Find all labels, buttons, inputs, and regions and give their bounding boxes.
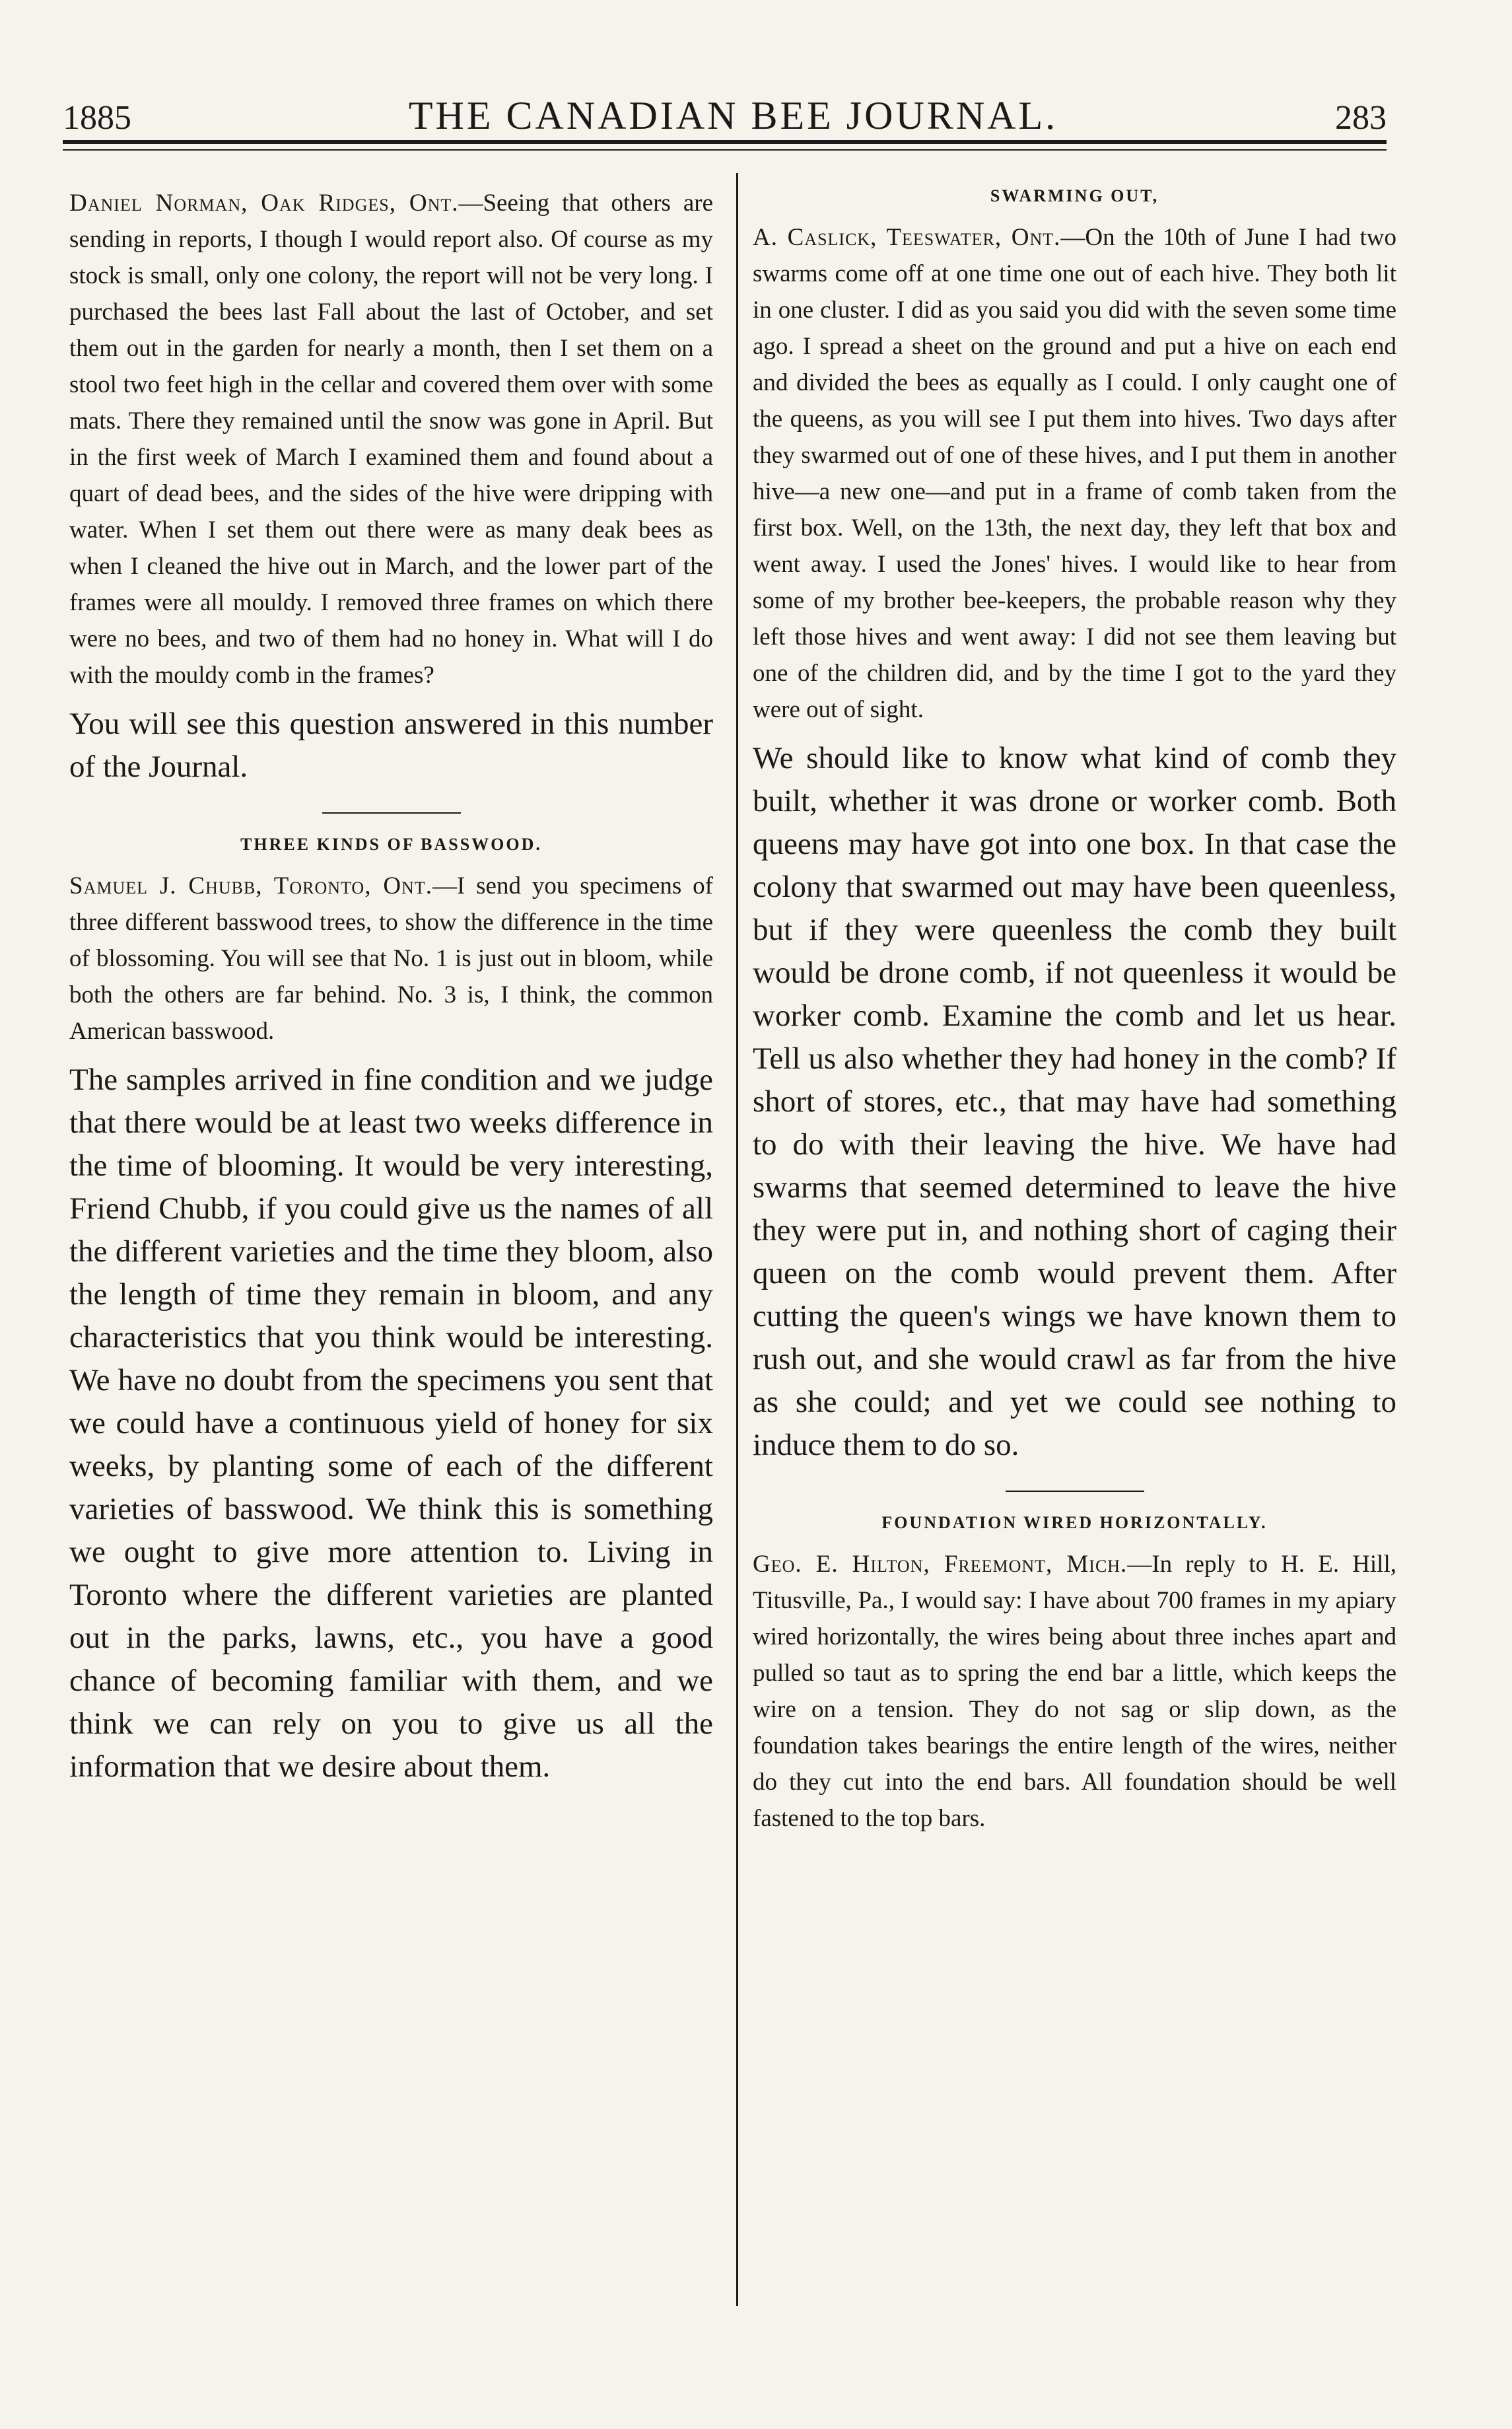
header-rule-thin	[63, 149, 1387, 151]
letter-paragraph	[753, 219, 1396, 728]
swarming-letter	[753, 185, 1396, 1467]
column-divider	[736, 173, 738, 2306]
section-divider	[322, 812, 461, 814]
editor-reply: You will see this question answered in this number of the Journal.	[69, 707, 713, 784]
masthead	[63, 86, 1387, 135]
page-number: 283	[1335, 99, 1387, 137]
section-divider	[1006, 1491, 1144, 1492]
foundation-letter	[753, 1512, 1396, 1837]
editor-reply: The samples arrived in fine condition and we judge that there would be at least two weeks difference in the time of blooming. It would be very interesting, Friend Chubb, if you could give us the names of all the different varieties and the time they bloom, also the length of time they remain in bloom, and any characteristics that you think would be interesting. We have no doubt from the specimens you sent that we could have a continuous yield of honey for six weeks, by planting some of each of the different varieties of basswood. We think this is something we ought to give more attention to. Living in Toronto where the different varieties are planted out in the parks, lawns, etc., you have a good chance of becoming familiar with them, and we think we can rely on you to give us all the information that we desire about them.	[69, 1063, 713, 1784]
letter-text: —On the 10th of June I had two swarms come off at one time one out of each hive. They both lit in one cluster. I did as you said you did with the seven some time ago. I spread a sheet on the ground and put a hive on each end and divided the bees as equally as I could. I only caught one of the queens, as you will see I put them into hives. Two days after they swarmed out of one of these hives, and I put them in another hive—a new one—and put in a frame of comb taken from the first box. Well, on the 13th, the next day, they left that box and went away. I used the Jones' hives. I would like to hear from some of my brother bee-keepers, the probable reason why they left those hives and went away: I did not see them leaving but one of the children did, and by the time I got to the yard they were out of sight.	[753, 224, 1396, 723]
editor-reply: We should like to know what kind of comb they built, whether it was drone or worker comb. Both queens may have got into one box. In that case the colony that swarmed out may have been queenless, but if they were queenless the comb they built would be drone comb, if not queenless it would be worker comb. Examine the comb and let us hear. Tell us also whether they had honey in the comb? If short of stores, etc., that may have had something to do with their leaving the hive. We have had swarms that seemed determined to leave the hive they were put in, and nothing short of caging their queen on the comb would prevent them. After cutting the queen's wings we have known them to rush out, and she would crawl as far from the hive as she could; and yet we could see nothing to induce them to do so.	[753, 741, 1396, 1462]
letter-paragraph	[69, 185, 713, 693]
letter-text: —Seeing that others are sending in reports, I though I would report also. Of course as my stock is small, only one colony, the report will not be very long. I purchased the bees last Fall about the last of October, and set them out in the garden for nearly a month, then I set them on a stool two feet high in the cellar and covered them over with some mats. There they remained until the snow was gone in April. But in the first week of March I examined them and found about a quart of dead bees, and the sides of the hive were dripping with water. When I set them out there were as many deak bees as when I cleaned the hive out in March, and the lower part of the frames were all mouldy. I removed three frames on which there were no bees, and two of them had no honey in. What will I do with the mouldy comb in the frames?	[69, 190, 713, 689]
correspondent-byline: Geo. E. Hilton, Freemont, Mich.	[753, 1551, 1128, 1578]
left-column	[69, 185, 713, 1802]
correspondent-byline: Daniel Norman, Oak Ridges, Ont.	[69, 190, 459, 217]
correspondent-byline: A. Caslick, Teeswater, Ont.	[753, 224, 1061, 251]
issue-year: 1885	[63, 99, 131, 137]
section-heading: THREE KINDS OF BASSWOOD.	[240, 835, 542, 854]
norman-letter	[69, 185, 713, 789]
letter-text: —I send you specimens of three different basswood trees, to show the difference in the time of blossoming. You will see that No. 1 is just out in bloom, while both the others are far behind. No. 3 is, I think, the common American basswood.	[69, 872, 713, 1045]
journal-title: THE CANADIAN BEE JOURNAL.	[408, 94, 1058, 137]
correspondent-byline: Samuel J. Chubb, Toronto, Ont.	[69, 872, 432, 899]
section-heading: SWARMING OUT,	[990, 186, 1159, 205]
letter-text: —In reply to H. E. Hill, Titusville, Pa., I would say: I have about 700 frames in my apiary wired horizontally, the wires being about three inches apart and pulled so taut as to spring the end bar a little, which keeps the wire on a tension. They do not sag or slip down, as the foundation takes bearings the entire length of the wires, neither do they cut into the end bars. All foundation should be well fastened to the top bars.	[753, 1551, 1396, 1832]
right-column	[753, 185, 1396, 1846]
letter-paragraph	[69, 868, 713, 1049]
basswood-letter	[69, 833, 713, 1788]
letter-paragraph	[753, 1546, 1396, 1837]
section-heading: FOUNDATION WIRED HORIZONTALLY.	[881, 1513, 1268, 1532]
header-rule-thick	[63, 140, 1387, 144]
